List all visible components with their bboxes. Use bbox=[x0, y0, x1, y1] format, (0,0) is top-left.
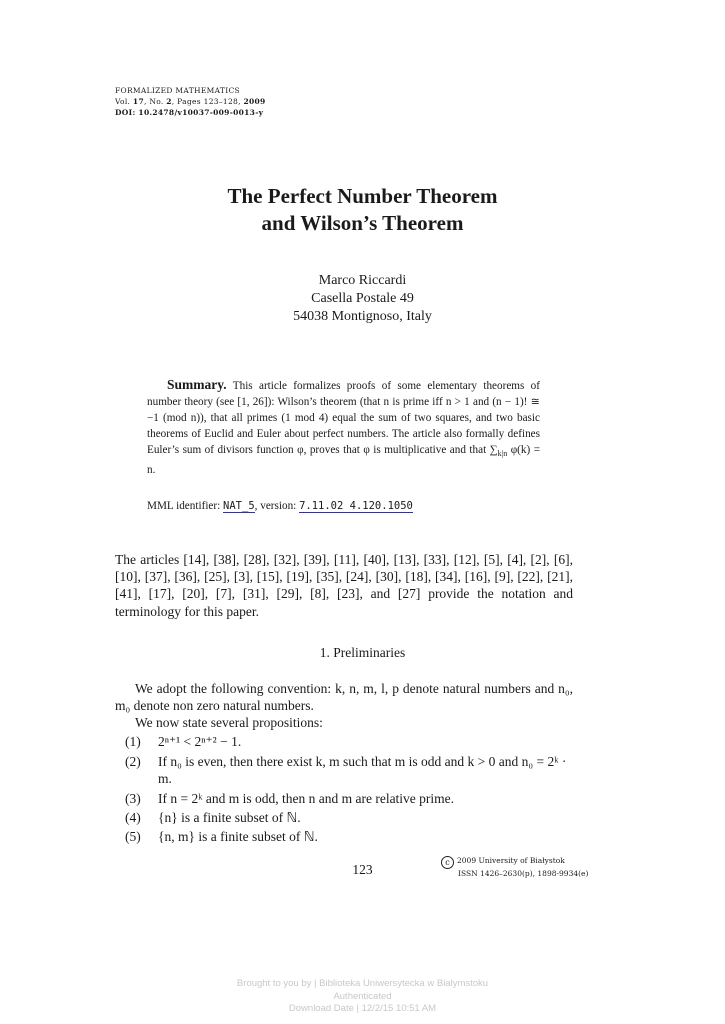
summary-text-c: φ(k) = n. bbox=[147, 444, 541, 477]
convention-paragraph: We adopt the following convention: k, n, m, l, p denote natural numbers and n₀, m₀ denote non zero natural numbers. bbox=[115, 681, 573, 714]
mml-identifier-link[interactable]: NAT_5 bbox=[223, 500, 255, 512]
journal-name: FORMALIZED MATHEMATICS bbox=[115, 86, 240, 95]
summary-text-b: n is prime iff n > 1 and (n − 1)! ≅ −1 (mod n)), that all primes (1 mod 4) equal the sum of two squares, and two basic theorems of Euclid and Euler about perfect numbers. The article also formally defines Euler’s sum of divisors function φ, proves that φ is multiplicative and that ∑ bbox=[147, 396, 540, 456]
propositions-intro: We now state several propositions: bbox=[135, 715, 323, 730]
page-number: 123 bbox=[352, 862, 373, 877]
download-footer bbox=[0, 978, 725, 1016]
copyright-line-2: ISSN 1426–2630(p), 1898-9934(e) bbox=[458, 869, 589, 878]
journal-number: 2 bbox=[166, 97, 172, 106]
intro-paragraph: The articles [14], [38], [28], [32], [39], [11], [40], [13], [33], [12], [5], [4], [2], [6], [10], [37], [36], [25], [3], [15], [19], [35], [24], [30], [18], [34], [16], [9], [22], [21], [41], [17], [20], [7], [31], [29], [8], [23], and [27] provide the notation and terminology for this paper. bbox=[115, 552, 573, 619]
footer-line-1: Brought to you by | Biblioteka Uniwersytecka w Bialymstoku bbox=[236, 978, 489, 989]
title-line-2: and Wilson’s Theorem bbox=[261, 211, 464, 235]
journal-year: 2009 bbox=[243, 97, 266, 106]
title-line-1: The Perfect Number Theorem bbox=[227, 184, 498, 208]
summary bbox=[147, 377, 540, 478]
footer-line-3: Download Date | 12/2/15 10:51 AM bbox=[288, 1003, 437, 1014]
section-heading: 1. Preliminaries bbox=[319, 645, 406, 660]
author-address-2: 54038 Montignoso, Italy bbox=[293, 309, 432, 324]
author-block bbox=[0, 272, 725, 326]
footer-line-2: Authenticated bbox=[333, 990, 392, 1002]
paper-title bbox=[0, 183, 725, 237]
mml-version-link[interactable]: 7.11.02 4.120.1050 bbox=[299, 500, 413, 512]
summary-subscript: k|n bbox=[497, 449, 508, 459]
journal-volume: 17 bbox=[132, 97, 144, 106]
journal-volume-line: Vol. 17, No. 2, Pages 123–128, 2009 bbox=[115, 97, 266, 106]
copyright-block bbox=[441, 856, 588, 879]
author-name: Marco Riccardi bbox=[318, 273, 407, 288]
journal-header bbox=[115, 85, 266, 118]
copyright-icon: c bbox=[441, 856, 454, 869]
journal-doi: DOI: 10.2478/v10037-009-0013-y bbox=[115, 108, 264, 117]
summary-text-a: This article formalizes proofs of some elementary theorems of number theory (see [1, 26]): Wilson’s theorem (that bbox=[147, 380, 540, 408]
author-address-1: Casella Postale 49 bbox=[311, 291, 414, 306]
mml-identifier-line: MML identifier: NAT_5, version: 7.11.02 4.120.1050 bbox=[147, 500, 413, 512]
copyright-line-1: 2009 University of Białystok bbox=[457, 856, 565, 865]
summary-label: Summary. bbox=[167, 377, 227, 392]
